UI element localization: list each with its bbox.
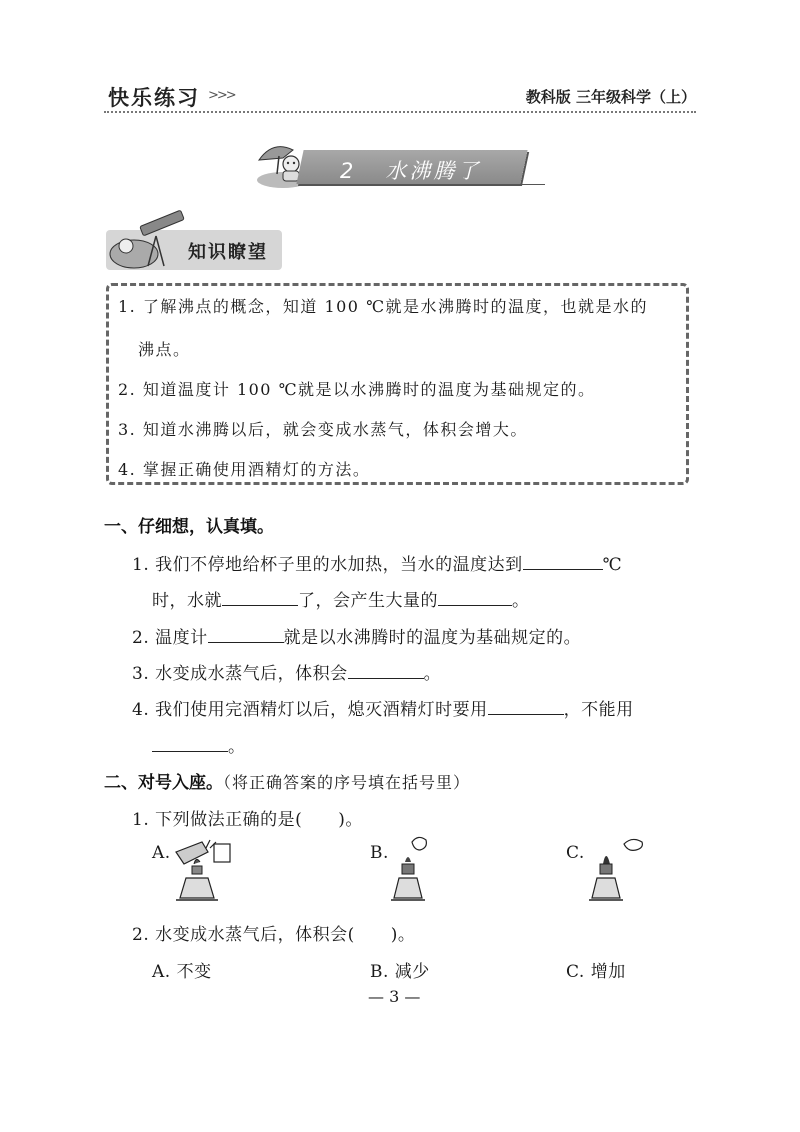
s2-q2-option-c: C. 增加	[566, 962, 626, 982]
knowledge-item: 1. 了解沸点的概念，知道 100 ℃就是水沸腾时的温度，也就是水的	[118, 297, 648, 316]
s1-question-2: 2. 温度计 就是以水沸腾时的温度为基础规定的。	[132, 628, 582, 648]
section2-title: 二、对号入座。	[104, 773, 223, 793]
answer-blank[interactable]	[152, 735, 228, 752]
answer-blank[interactable]	[488, 698, 564, 715]
answer-blank[interactable]	[438, 589, 512, 606]
knowledge-title: 知识瞭望	[188, 242, 268, 263]
s1-question-4: 4. 我们使用完酒精灯以后，熄灭酒精灯时要用 ，不能用	[132, 700, 634, 720]
s1-question-1-cont: 时，水就 了，会产生大量的 。	[152, 591, 530, 611]
page-number: — 3 —	[368, 987, 421, 1006]
knowledge-item: 2. 知道温度计 100 ℃就是以水沸腾时的温度为基础规定的。	[118, 380, 596, 399]
header-book-info: 教科版 三年级科学（上）	[525, 88, 696, 106]
chapter-number: 2	[340, 159, 357, 183]
alcohol-lamp-with-cap-image	[586, 834, 648, 904]
alcohol-lamp-blowing-out-image	[390, 834, 440, 904]
s2-question-2: 2. 水变成水蒸气后，体积会( )。	[132, 925, 416, 945]
header-divider	[104, 111, 696, 113]
banner-underline	[515, 184, 545, 185]
header-title: 快乐练习	[108, 86, 200, 110]
option-c-label: C.	[566, 843, 585, 863]
s2-q2-option-b: B. 减少	[370, 962, 430, 982]
s2-question-1: 1. 下列做法正确的是( )。	[132, 810, 363, 830]
section2-heading	[104, 768, 470, 793]
header-arrows: >>>	[208, 88, 235, 103]
option-a-label: A.	[152, 843, 171, 863]
s2-q2-option-a: A. 不变	[152, 962, 212, 982]
knowledge-item: 4. 掌握正确使用酒精灯的方法。	[118, 460, 371, 479]
section2-note: （将正确答案的序号填在括号里）	[223, 773, 471, 792]
s1-question-4-cont: 。	[152, 732, 246, 757]
answer-blank[interactable]	[348, 662, 424, 679]
answer-blank[interactable]	[222, 589, 298, 606]
option-b-label: B.	[370, 843, 389, 863]
answer-blank[interactable]	[523, 553, 603, 570]
section1-title: 一、仔细想，认真填。	[104, 517, 274, 537]
knowledge-item: 沸点。	[138, 340, 191, 359]
chapter-title	[340, 155, 481, 185]
knowledge-item: 3. 知道水沸腾以后，就会变成水蒸气，体积会增大。	[118, 420, 528, 439]
chapter-name: 水沸腾了	[385, 159, 482, 183]
answer-blank[interactable]	[208, 626, 284, 643]
s1-question-1: 1. 我们不停地给杯子里的水加热，当水的温度达到 ℃	[132, 555, 623, 575]
s1-question-3: 3. 水变成水蒸气后，体积会 。	[132, 664, 442, 684]
alcohol-lamp-lighting-from-another-lamp-image	[172, 838, 236, 904]
